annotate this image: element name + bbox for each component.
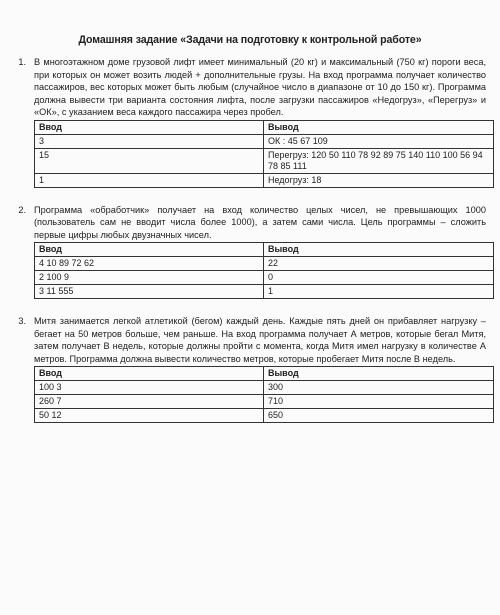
output-cell: 300 <box>264 381 494 395</box>
input-cell: 2 100 9 <box>35 271 264 285</box>
output-cell: 0 <box>264 271 494 285</box>
task-body <box>34 204 486 300</box>
header-output: Вывод <box>264 367 494 381</box>
task-2 <box>14 204 486 300</box>
task-number: 3. <box>18 316 26 326</box>
input-cell: 3 11 555 <box>35 285 264 299</box>
task-1 <box>14 56 486 188</box>
input-cell: 50 12 <box>35 409 264 423</box>
table-row <box>35 381 494 395</box>
input-cell: 15 <box>35 148 264 173</box>
table-header-row <box>35 120 494 134</box>
input-cell: 100 3 <box>35 381 264 395</box>
io-table <box>34 242 494 299</box>
task-body <box>34 56 486 188</box>
table-row <box>35 173 494 187</box>
table-row <box>35 409 494 423</box>
header-input: Ввод <box>35 120 264 134</box>
input-cell: 3 <box>35 134 264 148</box>
task-text: Программа «обработчик» получает на вход количество целых чисел, не превышающих 1000 (пользователь сам не вводит числа более 1000), а затем сами числа. Цель программы – сложить первые цифры любых двузначных чисел. <box>34 204 486 240</box>
header-input: Ввод <box>35 243 264 257</box>
task-number: 2. <box>18 204 26 215</box>
input-cell: 4 10 89 72 62 <box>35 257 264 271</box>
task-text: В многоэтажном доме грузовой лифт имеет минимальный (20 кг) и максимальный (750 кг) пороги веса, при которых он может возить людей + дополнительные грузы. На вход программа получает количество пассажиров, вес которых может быть любым (случайное число в диапазоне от 10 до 150 кг). Программа должна вывести три варианта состояния лифта, после загрузки пассажиров «Недогруз», «Перегруз» и «ОК», с указанием веса каждого пассажира через пробел. <box>34 57 486 117</box>
output-cell: 650 <box>264 409 494 423</box>
output-cell: 22 <box>264 257 494 271</box>
output-cell: Недогруз: 18 <box>264 173 494 187</box>
output-cell: 1 <box>264 285 494 299</box>
output-cell: Перегруз: 120 50 110 78 92 89 75 140 110 100 56 94 78 85 111 <box>264 148 494 173</box>
input-cell: 1 <box>35 173 264 187</box>
output-cell: ОК : 45 67 109 <box>264 134 494 148</box>
header-input: Ввод <box>35 367 264 381</box>
table-row <box>35 271 494 285</box>
output-cell: 710 <box>264 395 494 409</box>
document-title: Домашняя задание «Задачи на подготовку к контрольной работе» <box>78 34 422 46</box>
table-row <box>35 148 494 173</box>
task-text: Митя занимается легкой атлетикой (бегом) каждый день. Каждые пять дней он прибавляет нагрузку – бегает на 50 метров больше, чем раньше. На вход программа получает А метров, которые бегал Митя, затем получает В недель, которые должны пройти с момента, когда Митя имел нагрузку в количестве А метров. Программа должна вывести количество метров, которые пробегает Митя после В недель. <box>34 316 486 364</box>
header-output: Вывод <box>264 243 494 257</box>
table-header-row <box>35 243 494 257</box>
table-row <box>35 285 494 299</box>
table-row <box>35 395 494 409</box>
table-header-row <box>35 367 494 381</box>
io-table <box>34 366 494 423</box>
task-body <box>34 315 486 423</box>
input-cell: 260 7 <box>35 395 264 409</box>
io-table <box>34 120 494 188</box>
table-row <box>35 134 494 148</box>
table-row <box>35 257 494 271</box>
task-3 <box>14 315 486 423</box>
header-output: Вывод <box>264 120 494 134</box>
task-number: 1. <box>18 57 26 67</box>
